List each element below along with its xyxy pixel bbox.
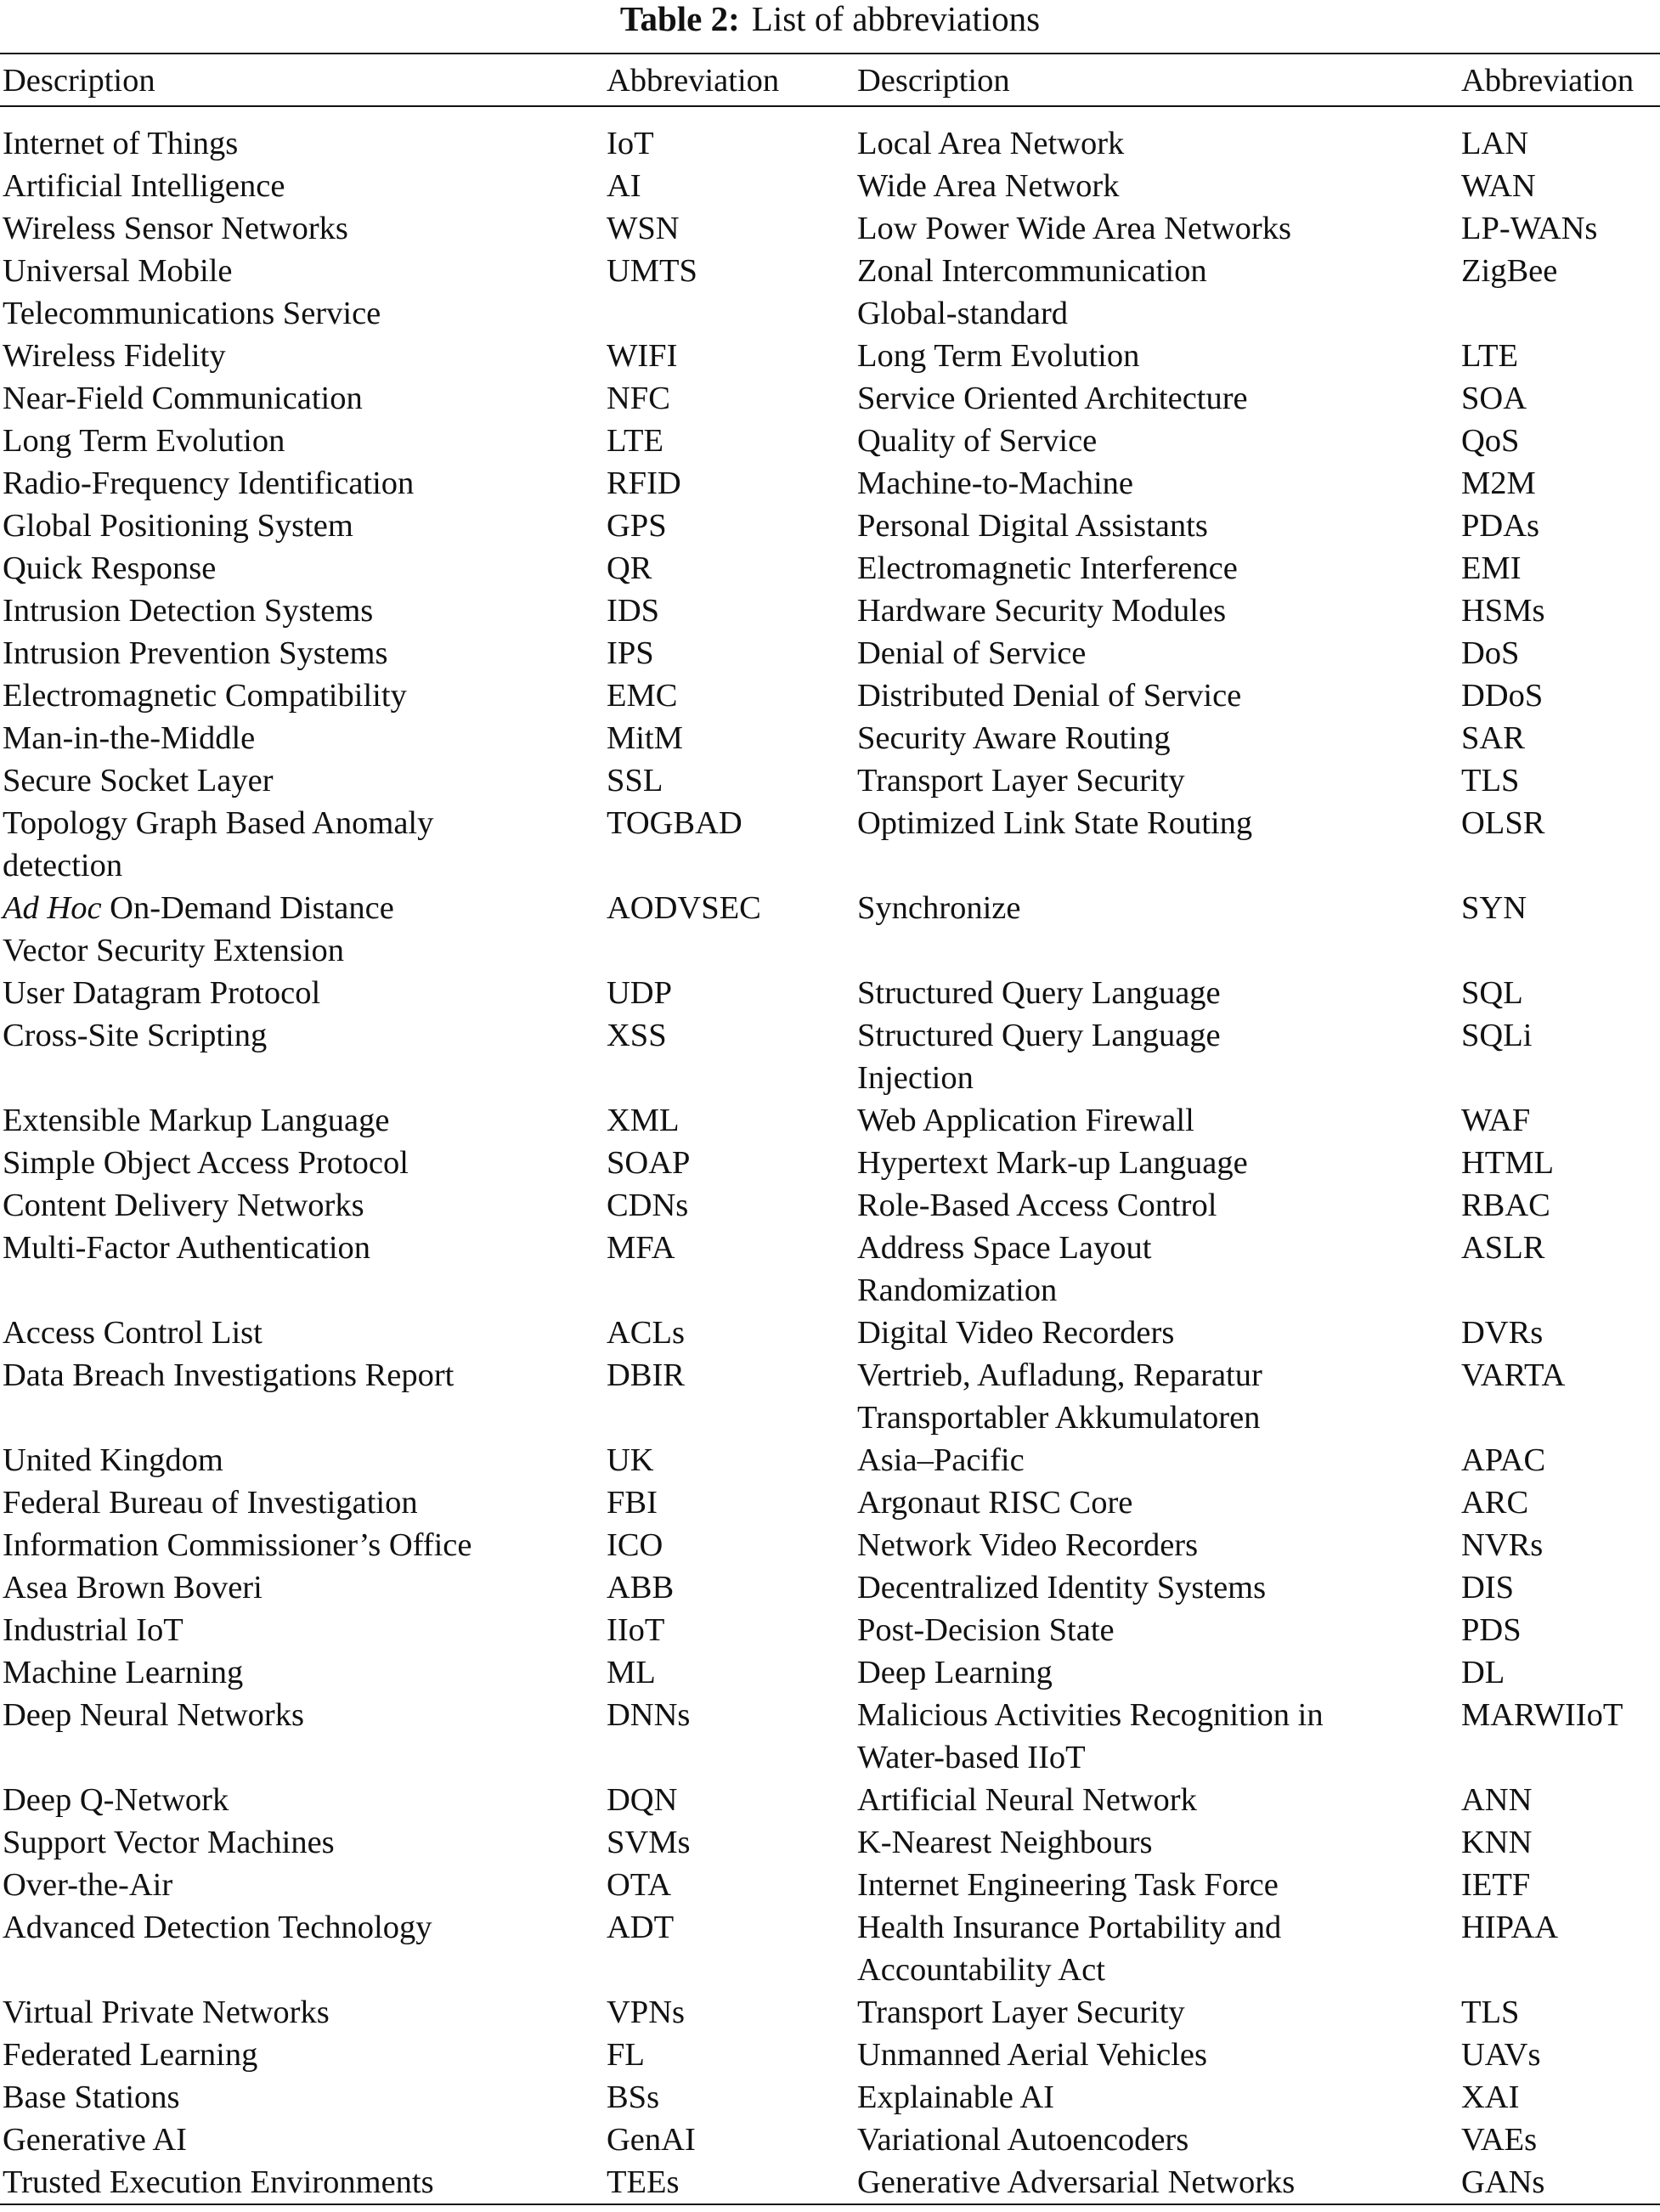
abbreviation-left-cell: IIoT xyxy=(607,1612,665,1648)
description-right-cell: Transport Layer Security xyxy=(857,1995,1185,2030)
description-left-cell xyxy=(0,972,604,1014)
description-left-cell xyxy=(0,250,604,335)
description-right-cell: Local Area Network xyxy=(857,126,1125,161)
description-left-cell xyxy=(0,335,604,377)
description-right-cell: Electromagnetic Interference xyxy=(857,550,1238,586)
description-right-cell: Machine-to-Machine xyxy=(857,466,1133,501)
abbreviation-right-cell: WAN xyxy=(1461,168,1536,204)
abbreviation-right-cell: RBAC xyxy=(1461,1188,1550,1223)
table-row xyxy=(0,420,1660,462)
abbreviation-right-cell: DoS xyxy=(1461,635,1520,671)
description-left-text: Intrusion Detection Systems xyxy=(3,593,374,629)
description-left-cell xyxy=(0,1439,604,1481)
abbreviation-left-cell: UMTS xyxy=(607,253,697,289)
description-right-cell: Vertrieb, Aufladung, Reparatur Transportabler Akkumulatoren xyxy=(857,1357,1262,1436)
abbreviation-left-cell: FBI xyxy=(607,1485,658,1521)
table-row xyxy=(0,1142,1660,1184)
description-right-cell: Structured Query Language xyxy=(857,975,1221,1011)
table-row xyxy=(0,1821,1660,1864)
description-left-text: Wireless Fidelity xyxy=(3,338,226,374)
description-right-cell: Security Aware Routing xyxy=(857,720,1171,756)
description-right-cell: Deep Learning xyxy=(857,1655,1053,1690)
table-row xyxy=(0,2119,1660,2161)
table-row xyxy=(0,1991,1660,2034)
abbreviation-left-cell: UK xyxy=(607,1442,654,1478)
description-left-cell xyxy=(0,207,604,250)
table-row xyxy=(0,802,1660,887)
table-row xyxy=(0,1906,1660,1991)
description-right-cell: Generative Adversarial Networks xyxy=(857,2164,1296,2200)
description-left-text: Electromagnetic Compatibility xyxy=(3,678,407,714)
description-left-cell xyxy=(0,1481,604,1524)
abbreviation-left-cell: ABB xyxy=(607,1570,675,1605)
description-left-text: Advanced Detection Technology xyxy=(3,1910,432,1945)
abbreviation-right-cell: MARWIIoT xyxy=(1461,1697,1623,1733)
description-right-cell: Service Oriented Architecture xyxy=(857,381,1248,416)
description-left-text: Near-Field Communication xyxy=(3,381,363,416)
abbreviation-right-cell: UAVs xyxy=(1461,2037,1541,2073)
abbreviation-left-cell: ICO xyxy=(607,1527,663,1563)
table-caption-title: List of abbreviations xyxy=(751,0,1041,38)
abbreviation-right-cell: KNN xyxy=(1461,1825,1533,1860)
description-left-text: Universal Mobile Telecommunications Service xyxy=(3,253,381,331)
abbreviation-right-cell: TLS xyxy=(1461,763,1520,798)
description-right-cell: Transport Layer Security xyxy=(857,763,1185,798)
description-right-cell: Hardware Security Modules xyxy=(857,593,1227,629)
abbreviation-right-cell: OLSR xyxy=(1461,805,1545,841)
description-left-text: Support Vector Machines xyxy=(3,1825,335,1860)
abbreviation-left-cell: SSL xyxy=(607,763,663,798)
description-left-cell xyxy=(0,1821,604,1864)
table-row xyxy=(0,717,1660,759)
description-left-text: Radio-Frequency Identification xyxy=(3,466,415,501)
description-left-cell xyxy=(0,462,604,505)
description-left-cell xyxy=(0,1779,604,1821)
abbreviation-left-cell: IPS xyxy=(607,635,654,671)
description-right-cell: Zonal Intercommunication Global-standard xyxy=(857,253,1207,331)
table-row xyxy=(0,335,1660,377)
abbreviation-left-cell: MFA xyxy=(607,1230,675,1266)
abbreviation-left-cell: XML xyxy=(607,1103,680,1138)
header-description-left: Description xyxy=(3,63,155,99)
abbreviation-right-cell: VARTA xyxy=(1461,1357,1566,1393)
abbreviation-right-cell: LAN xyxy=(1461,126,1529,161)
description-right-cell: Quality of Service xyxy=(857,423,1098,459)
description-left-text: Extensible Markup Language xyxy=(3,1103,390,1138)
table-row xyxy=(0,1651,1660,1694)
abbreviation-right-cell: HSMs xyxy=(1461,593,1545,629)
description-left-text: Wireless Sensor Networks xyxy=(3,211,348,246)
table-row xyxy=(0,2076,1660,2119)
bottom-rule xyxy=(0,2204,1660,2205)
abbreviation-left-cell: IDS xyxy=(607,593,660,629)
description-left-cell xyxy=(0,1694,604,1779)
abbreviation-right-cell: SYN xyxy=(1461,890,1527,926)
description-left-cell xyxy=(0,1906,604,1991)
abbreviation-left-cell: ACLs xyxy=(607,1315,685,1351)
abbreviation-right-cell: LTE xyxy=(1461,338,1519,374)
abbreviation-right-cell: XAI xyxy=(1461,2079,1520,2115)
description-left-text: Artificial Intelligence xyxy=(3,168,285,204)
description-left-cell xyxy=(0,1184,604,1227)
abbreviation-right-cell: APAC xyxy=(1461,1442,1546,1478)
description-left-cell xyxy=(0,420,604,462)
abbreviation-left-cell: FL xyxy=(607,2037,645,2073)
table-row xyxy=(0,887,1660,972)
table-row xyxy=(0,674,1660,717)
description-right-cell: Distributed Denial of Service xyxy=(857,678,1242,714)
description-left-text: Over-the-Air xyxy=(3,1867,173,1903)
description-left-text: Access Control List xyxy=(3,1315,263,1351)
header-abbreviation-left: Abbreviation xyxy=(607,63,780,99)
description-left-cell xyxy=(0,165,604,207)
table-row xyxy=(0,462,1660,505)
description-left-text: On-Demand Distance Vector Security Extension xyxy=(3,890,394,968)
abbreviation-left-cell: DQN xyxy=(607,1782,678,1818)
abbreviation-left-cell: QR xyxy=(607,550,652,586)
description-left-text: Machine Learning xyxy=(3,1655,244,1690)
abbreviations-table xyxy=(0,59,1660,2204)
description-left-cell xyxy=(0,547,604,590)
table-row xyxy=(0,1439,1660,1481)
description-left-cell xyxy=(0,1566,604,1609)
table-row xyxy=(0,1779,1660,1821)
description-right-cell: Argonaut RISC Core xyxy=(857,1485,1133,1521)
top-rule xyxy=(0,53,1660,54)
abbreviation-right-cell: QoS xyxy=(1461,423,1520,459)
abbreviation-right-cell: ARC xyxy=(1461,1485,1529,1521)
abbreviation-left-cell: ADT xyxy=(607,1910,675,1945)
abbreviation-left-cell: CDNs xyxy=(607,1188,689,1223)
abbreviation-right-cell: PDS xyxy=(1461,1612,1522,1648)
description-right-cell: Malicious Activities Recognition in Water-based IIoT xyxy=(857,1697,1324,1775)
abbreviation-left-cell: VPNs xyxy=(607,1995,686,2030)
abbreviation-right-cell: IETF xyxy=(1461,1867,1531,1903)
description-left-italic: Ad Hoc xyxy=(3,890,102,926)
description-left-text: Content Delivery Networks xyxy=(3,1188,364,1223)
description-left-cell xyxy=(0,1312,604,1354)
description-left-cell xyxy=(0,1864,604,1906)
description-right-cell: Network Video Recorders xyxy=(857,1527,1199,1563)
description-right-cell: Digital Video Recorders xyxy=(857,1315,1175,1351)
description-left-text: Virtual Private Networks xyxy=(3,1995,330,2030)
abbreviation-right-cell: EMI xyxy=(1461,550,1522,586)
description-left-cell xyxy=(0,717,604,759)
table-row xyxy=(0,1184,1660,1227)
description-left-cell xyxy=(0,122,604,165)
abbreviation-left-cell: DNNs xyxy=(607,1697,691,1733)
description-left-cell xyxy=(0,759,604,802)
abbreviation-left-cell: LTE xyxy=(607,423,664,459)
table-row xyxy=(0,1481,1660,1524)
description-left-text: Trusted Execution Environments xyxy=(3,2164,434,2200)
description-left-text: Deep Q-Network xyxy=(3,1782,229,1818)
abbreviation-right-cell: ASLR xyxy=(1461,1230,1545,1266)
table-row xyxy=(0,1312,1660,1354)
description-right-cell: Low Power Wide Area Networks xyxy=(857,211,1291,246)
description-left-text: Information Commissioner’s Office xyxy=(3,1527,472,1563)
abbreviation-left-cell: BSs xyxy=(607,2079,660,2115)
description-right-cell: Denial of Service xyxy=(857,635,1087,671)
table-row xyxy=(0,165,1660,207)
abbreviation-left-cell: IoT xyxy=(607,126,654,161)
abbreviation-left-cell: MitM xyxy=(607,720,683,756)
description-right-cell: Asia–Pacific xyxy=(857,1442,1025,1478)
table-row xyxy=(0,1014,1660,1099)
description-left-text: User Datagram Protocol xyxy=(3,975,321,1011)
table-row xyxy=(0,1864,1660,1906)
abbreviation-right-cell: NVRs xyxy=(1461,1527,1544,1563)
abbreviation-left-cell: GenAI xyxy=(607,2122,696,2158)
description-right-cell: Optimized Link State Routing xyxy=(857,805,1253,841)
abbreviation-right-cell: GANs xyxy=(1461,2164,1545,2200)
table-caption-label: Table 2: xyxy=(619,0,740,38)
description-right-cell: Hypertext Mark-up Language xyxy=(857,1145,1248,1181)
abbreviation-right-cell: SQL xyxy=(1461,975,1523,1011)
table-row xyxy=(0,207,1660,250)
description-left-cell xyxy=(0,1014,604,1099)
header-abbreviation-right: Abbreviation xyxy=(1461,63,1635,99)
table-row xyxy=(0,1227,1660,1312)
table-row xyxy=(0,1524,1660,1566)
abbreviation-right-cell: DL xyxy=(1461,1655,1505,1690)
table-row xyxy=(0,1566,1660,1609)
abbreviation-right-cell: PDAs xyxy=(1461,508,1540,544)
description-right-cell: Personal Digital Assistants xyxy=(857,508,1208,544)
abbreviation-right-cell: HTML xyxy=(1461,1145,1555,1181)
table-row xyxy=(0,250,1660,335)
table-row xyxy=(0,1099,1660,1142)
description-right-cell: Health Insurance Portability and Accountability Act xyxy=(857,1910,1282,1988)
description-left-cell xyxy=(0,1524,604,1566)
abbreviation-left-cell: TEEs xyxy=(607,2164,680,2200)
table-row xyxy=(0,632,1660,674)
description-right-cell: Address Space Layout Randomization xyxy=(857,1230,1152,1308)
description-left-text: Multi-Factor Authentication xyxy=(3,1230,371,1266)
abbreviation-right-cell: TLS xyxy=(1461,1995,1520,2030)
abbreviation-right-cell: WAF xyxy=(1461,1103,1531,1138)
table-row xyxy=(0,122,1660,165)
description-left-cell xyxy=(0,2161,604,2204)
abbreviation-left-cell: DBIR xyxy=(607,1357,685,1393)
header-description-right: Description xyxy=(857,63,1010,99)
description-left-text: Global Positioning System xyxy=(3,508,353,544)
abbreviation-right-cell: SOA xyxy=(1461,381,1527,416)
abbreviation-right-cell: M2M xyxy=(1461,466,1536,501)
description-left-cell xyxy=(0,2076,604,2119)
table-row xyxy=(0,972,1660,1014)
abbreviation-left-cell: SOAP xyxy=(607,1145,691,1181)
description-right-cell: Structured Query Language Injection xyxy=(857,1018,1221,1096)
description-left-text: Quick Response xyxy=(3,550,217,586)
description-right-cell: Artificial Neural Network xyxy=(857,1782,1197,1818)
description-right-cell: Long Term Evolution xyxy=(857,338,1140,374)
abbreviation-right-cell: ANN xyxy=(1461,1782,1533,1818)
description-left-text: United Kingdom xyxy=(3,1442,223,1478)
description-left-cell xyxy=(0,887,604,972)
abbreviation-right-cell: DDoS xyxy=(1461,678,1544,714)
abbreviation-left-cell: TOGBAD xyxy=(607,805,742,841)
table-row xyxy=(0,377,1660,420)
abbreviation-left-cell: SVMs xyxy=(607,1825,691,1860)
description-right-cell: Variational Autoencoders xyxy=(857,2122,1189,2158)
abbreviation-left-cell: GPS xyxy=(607,508,667,544)
description-left-cell xyxy=(0,1142,604,1184)
abbreviation-right-cell: DIS xyxy=(1461,1570,1515,1605)
description-left-cell xyxy=(0,1609,604,1651)
abbreviation-left-cell: AI xyxy=(607,168,641,204)
description-right-cell: Explainable AI xyxy=(857,2079,1054,2115)
description-left-text: Asea Brown Boveri xyxy=(3,1570,263,1605)
description-left-text: Long Term Evolution xyxy=(3,423,285,459)
abbreviation-left-cell: ML xyxy=(607,1655,656,1690)
description-left-text: Simple Object Access Protocol xyxy=(3,1145,409,1181)
description-left-cell xyxy=(0,2119,604,2161)
description-left-cell xyxy=(0,1354,604,1439)
description-left-text: Deep Neural Networks xyxy=(3,1697,304,1733)
description-right-cell: Decentralized Identity Systems xyxy=(857,1570,1267,1605)
abbreviation-left-cell: UDP xyxy=(607,975,673,1011)
abbreviation-right-cell: LP-WANs xyxy=(1461,211,1598,246)
abbreviation-left-cell: EMC xyxy=(607,678,678,714)
description-left-cell xyxy=(0,1227,604,1312)
table-row xyxy=(0,759,1660,802)
description-left-cell xyxy=(0,632,604,674)
abbreviation-left-cell: XSS xyxy=(607,1018,667,1053)
description-left-cell xyxy=(0,590,604,632)
abbreviation-left-cell: WIFI xyxy=(607,338,678,374)
table-body xyxy=(0,122,1660,2204)
description-left-cell xyxy=(0,1099,604,1142)
table-caption xyxy=(0,0,1660,37)
description-left-cell xyxy=(0,2034,604,2076)
description-left-cell xyxy=(0,1991,604,2034)
abbreviation-left-cell: RFID xyxy=(607,466,681,501)
description-right-cell: Internet Engineering Task Force xyxy=(857,1867,1279,1903)
abbreviation-left-cell: AODVSEC xyxy=(607,890,761,926)
abbreviation-left-cell: NFC xyxy=(607,381,670,416)
description-right-cell: Role-Based Access Control xyxy=(857,1188,1217,1223)
abbreviation-left-cell: WSN xyxy=(607,211,680,246)
table-row xyxy=(0,2161,1660,2204)
table-row xyxy=(0,547,1660,590)
description-left-text: Federal Bureau of Investigation xyxy=(3,1485,418,1521)
table-row xyxy=(0,505,1660,547)
table-row xyxy=(0,2034,1660,2076)
table-row xyxy=(0,590,1660,632)
description-left-cell xyxy=(0,377,604,420)
abbreviation-right-cell: HIPAA xyxy=(1461,1910,1559,1945)
abbreviation-left-cell: OTA xyxy=(607,1867,672,1903)
description-left-text: Cross-Site Scripting xyxy=(3,1018,268,1053)
description-left-cell xyxy=(0,802,604,887)
description-left-cell xyxy=(0,1651,604,1694)
description-left-text: Secure Socket Layer xyxy=(3,763,274,798)
description-right-cell: Synchronize xyxy=(857,890,1021,926)
description-left-text: Data Breach Investigations Report xyxy=(3,1357,455,1393)
table-row xyxy=(0,1694,1660,1779)
abbreviation-right-cell: SAR xyxy=(1461,720,1525,756)
abbreviation-right-cell: VAEs xyxy=(1461,2122,1538,2158)
abbreviation-right-cell: DVRs xyxy=(1461,1315,1544,1351)
description-right-cell: Wide Area Network xyxy=(857,168,1120,204)
description-left-cell xyxy=(0,505,604,547)
table-header xyxy=(0,59,1660,122)
abbreviation-right-cell: ZigBee xyxy=(1461,253,1558,289)
description-left-text: Industrial IoT xyxy=(3,1612,184,1648)
description-right-cell: Web Application Firewall xyxy=(857,1103,1194,1138)
description-left-text: Man-in-the-Middle xyxy=(3,720,256,756)
abbreviation-right-cell: SQLi xyxy=(1461,1018,1533,1053)
table-row xyxy=(0,1354,1660,1439)
description-left-text: Generative AI xyxy=(3,2122,187,2158)
description-left-text: Intrusion Prevention Systems xyxy=(3,635,388,671)
description-right-cell: Unmanned Aerial Vehicles xyxy=(857,2037,1207,2073)
description-left-text: Base Stations xyxy=(3,2079,180,2115)
description-right-cell: K-Nearest Neighbours xyxy=(857,1825,1153,1860)
description-right-cell: Post-Decision State xyxy=(857,1612,1115,1648)
description-left-text: Internet of Things xyxy=(3,126,239,161)
description-left-text: Federated Learning xyxy=(3,2037,258,2073)
description-left-cell xyxy=(0,674,604,717)
table-row xyxy=(0,1609,1660,1651)
description-left-text: Topology Graph Based Anomaly detection xyxy=(3,805,434,883)
